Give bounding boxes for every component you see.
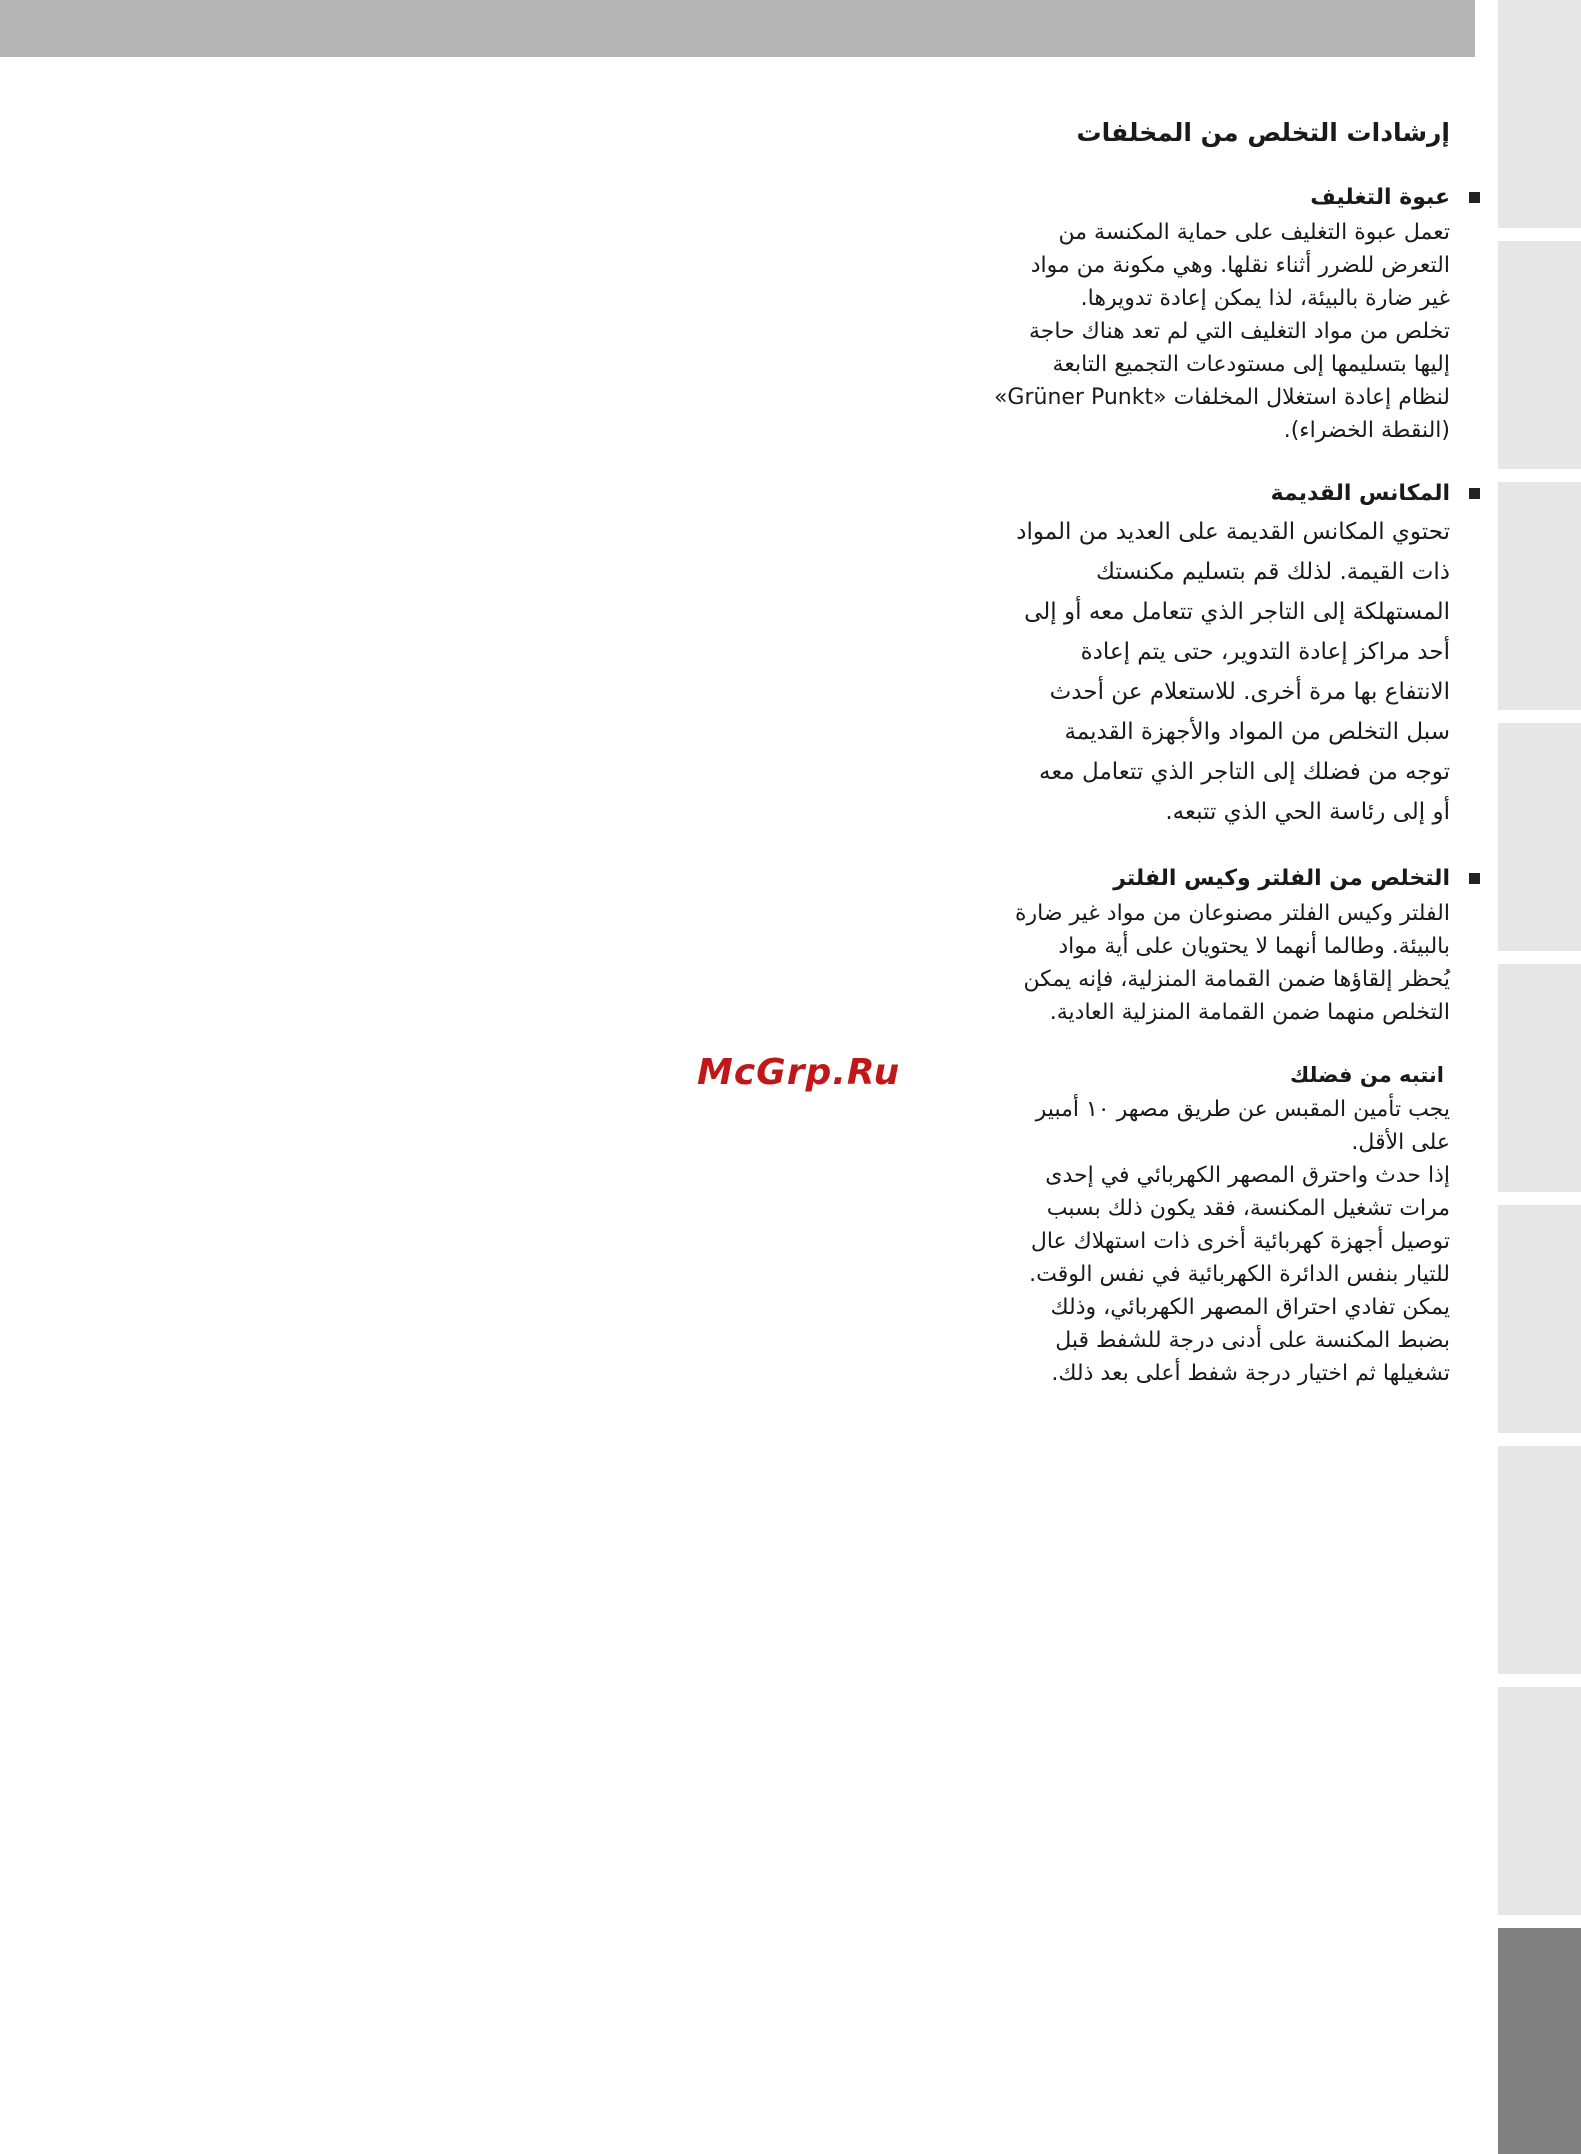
text-line: الانتفاع بها مرة أخرى. للاستعلام عن أحدث <box>1049 679 1450 705</box>
text-line: (النقطة الخضراء). <box>1283 418 1450 443</box>
text-line: توجه من فضلك إلى التاجر الذي تتعامل معه <box>1038 759 1450 785</box>
text-line: يمكن تفادي احتراق المصهر الكهربائي، وذلك <box>1050 1295 1450 1320</box>
text-line: ذات القيمة. لذلك قم بتسليم مكنستك <box>1095 559 1450 585</box>
text-line: أو إلى رئاسة الحي الذي تتبعه. <box>1165 799 1450 825</box>
side-tab-6 <box>1498 1205 1581 1433</box>
text-line: سبل التخلص من المواد والأجهزة القديمة <box>1064 719 1450 745</box>
text-line: لنظام إعادة استغلال المخلفات «Grüner Punkt» <box>993 385 1450 410</box>
side-tab-active <box>1498 1928 1581 2154</box>
text-line: غير ضارة بالبيئة، لذا يمكن إعادة تدويرها. <box>1080 286 1450 311</box>
page-title: إرشادات التخلص من المخلفات <box>1076 118 1450 147</box>
text-line: للتيار بنفس الدائرة الكهربائية في نفس الوقت. <box>1029 1262 1450 1287</box>
section-heading: التخلص من الفلتر وكيس الفلتر <box>905 866 1450 891</box>
section-packaging <box>905 185 1450 447</box>
watermark: McGrp.Ru <box>697 1052 901 1093</box>
text-line: على الأقل. <box>1351 1130 1450 1155</box>
square-bullet-icon <box>1469 192 1480 203</box>
text-line: التخلص منهما ضمن القمامة المنزلية العادية. <box>1049 1000 1450 1025</box>
side-tab-8 <box>1498 1687 1581 1915</box>
text-line: المستهلكة إلى التاجر الذي تتعامل معه أو إلى <box>1024 599 1450 625</box>
text-line: تحتوي المكانس القديمة على العديد من المواد <box>1016 519 1450 545</box>
text-line: يُحظر إلقاؤها ضمن القمامة المنزلية، فإنه يمكن <box>1023 967 1450 992</box>
square-bullet-icon <box>1469 873 1480 884</box>
text-line: مرات تشغيل المكنسة، فقد يكون ذلك بسبب <box>1046 1196 1450 1221</box>
note-box <box>905 1063 1450 1390</box>
note-heading: انتبه من فضلك <box>1289 1063 1444 1087</box>
text-line: تعمل عبوة التغليف على حماية المكنسة من <box>1058 220 1450 245</box>
side-tab-4 <box>1498 723 1581 951</box>
side-tab-5 <box>1498 964 1581 1192</box>
disposal-instructions <box>905 110 1450 1424</box>
text-line: إليها بتسليمها إلى مستودعات التجميع التابعة <box>1052 352 1450 377</box>
side-tab-3 <box>1498 482 1581 710</box>
text-line: إذا حدث واحترق المصهر الكهربائي في إحدى <box>1045 1163 1450 1188</box>
side-tab-7 <box>1498 1446 1581 1674</box>
text-line: بالبيئة. وطالما أنهما لا يحتويان على أية مواد <box>1058 934 1450 959</box>
side-tab-2 <box>1498 241 1581 469</box>
text-line: تشغيلها ثم اختيار درجة شفط أعلى بعد ذلك. <box>1051 1361 1450 1386</box>
text-line: الفلتر وكيس الفلتر مصنوعان من مواد غير ضارة <box>1014 901 1450 926</box>
text-line: بضبط المكنسة على أدنى درجة للشفط قبل <box>1055 1328 1450 1353</box>
section-old-appliances <box>905 481 1450 832</box>
text-line: التعرض للضرر أثناء نقلها. وهي مكونة من مواد <box>1030 253 1450 278</box>
text-line: يجب تأمين المقبس عن طريق مصهر ١٠ أمبير <box>1035 1097 1450 1122</box>
section-filter-disposal <box>905 866 1450 1029</box>
square-bullet-icon <box>1469 488 1480 499</box>
section-heading: المكانس القديمة <box>905 481 1450 506</box>
text-line: توصيل أجهزة كهربائية أخرى ذات استهلاك عال <box>1030 1229 1450 1254</box>
side-tab-1 <box>1498 0 1581 228</box>
section-heading: عبوة التغليف <box>905 185 1450 210</box>
text-line: أحد مراكز إعادة التدوير، حتى يتم إعادة <box>1080 639 1450 665</box>
text-line: تخلص من مواد التغليف التي لم تعد هناك حاجة <box>1028 319 1450 344</box>
top-header-bar <box>0 0 1475 57</box>
